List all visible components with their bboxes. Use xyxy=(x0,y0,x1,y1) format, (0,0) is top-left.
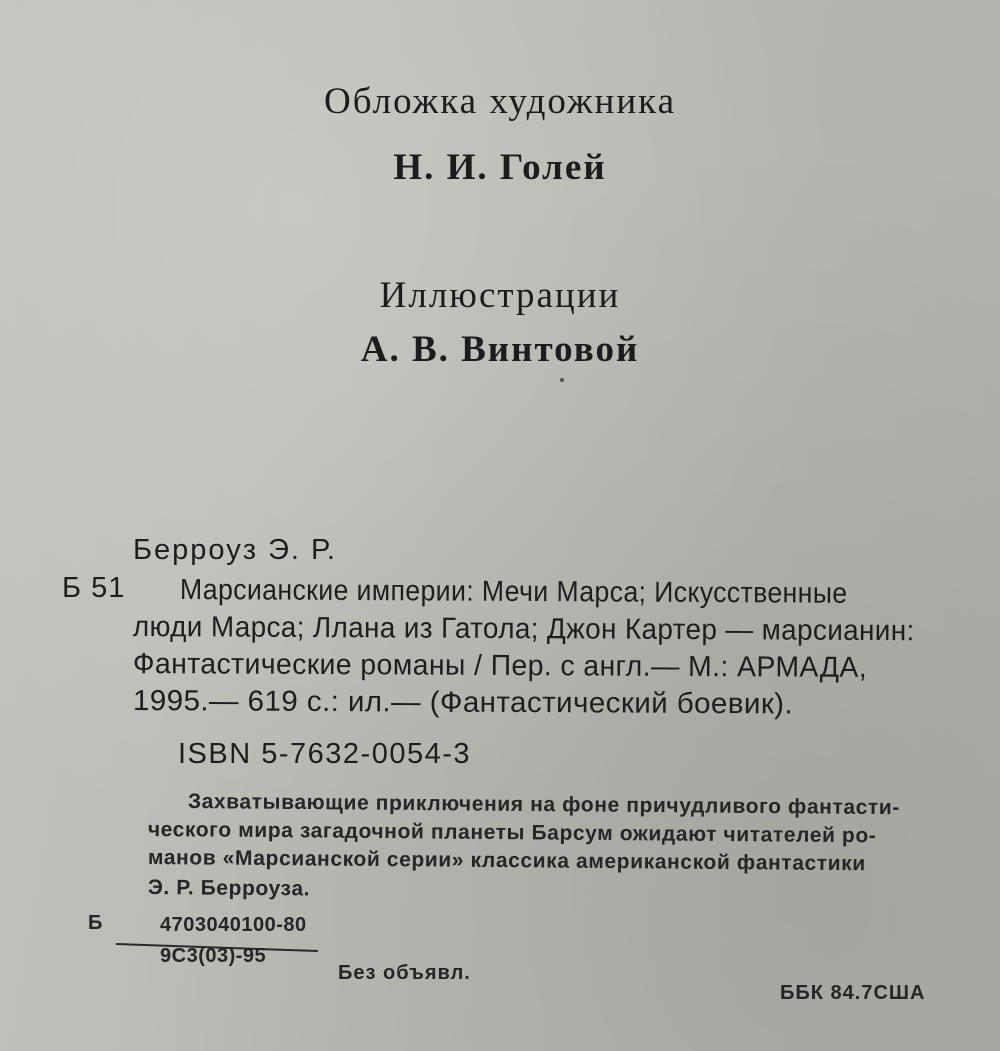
price-note: Без объявл. xyxy=(338,962,471,984)
imprint-numerator: 4703040100-80 xyxy=(160,914,307,936)
cover-artist-name: Н. И. Голей xyxy=(393,147,607,188)
imprint-denominator: 9С3(03)-95 xyxy=(160,945,267,967)
record-line: люди Марса; Ллана из Гатола; Джон Картер — марсианин: xyxy=(132,611,915,648)
annotation-line: Захватывающие приключения на фоне причудливого фантасти- xyxy=(187,790,901,820)
annotation-line: Э. Р. Берроуза. xyxy=(147,876,311,901)
record-author: Берроуз Э. Р. xyxy=(133,534,337,566)
ink-speck xyxy=(560,378,564,382)
annotation-line: ческого мира загадочной планеты Барсум ожидают читателей ро- xyxy=(147,818,877,848)
annotation-line: манов «Марсианской серии» классика американской фантастики xyxy=(147,846,866,876)
illustrator-name: А. В. Винтовой xyxy=(360,329,640,370)
imprint-prefix: Б xyxy=(88,912,103,934)
record-line: 1995.— 619 с.: ил.— (Фантастический боевик). xyxy=(132,685,794,721)
illustrations-role: Иллюстрации xyxy=(379,275,621,316)
isbn: ISBN 5-7632-0054-3 xyxy=(178,738,471,770)
record-line: Марсианские империи: Мечи Марса; Искусственные xyxy=(179,574,848,610)
catalog-code: Б 51 xyxy=(62,572,126,604)
bbk-code: ББК 84.7США xyxy=(780,982,926,1004)
cover-artist-role: Обложка художника xyxy=(324,81,676,122)
record-line: Фантастические романы / Пер. с англ.— М.: АРМАДА, xyxy=(132,648,868,684)
